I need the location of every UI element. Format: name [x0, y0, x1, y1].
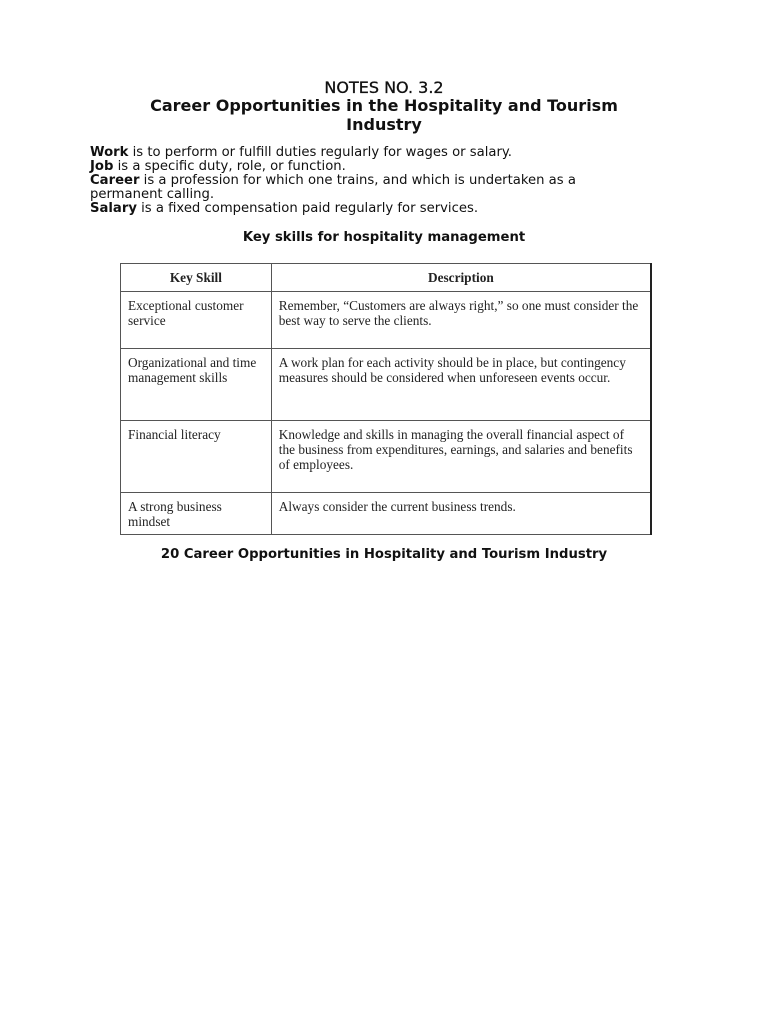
table-row	[121, 493, 652, 535]
definitions-block	[90, 146, 650, 216]
definition-text: is to perform or fulfill duties regularly for wages or salary.	[128, 145, 512, 160]
definition-job	[90, 160, 650, 174]
skill-cell: Organizational and time management skills	[121, 349, 272, 421]
skill-cell: A strong business mindset	[121, 493, 272, 535]
careers-heading: 20 Career Opportunities in Hospitality and Tourism Industry	[160, 547, 608, 562]
definition-text: is a fixed compensation paid regularly for services.	[136, 201, 479, 216]
definition-term: Career	[90, 173, 140, 188]
table-row	[121, 349, 652, 421]
definition-term: Job	[90, 159, 114, 174]
page-title: Career Opportunities in the Hospitality and Tourism Industry	[150, 96, 618, 134]
table-row	[121, 292, 652, 349]
skill-cell: Financial literacy	[121, 421, 272, 493]
description-cell: Always consider the current business trends.	[271, 493, 651, 535]
definition-term: Salary	[90, 201, 137, 216]
definition-text: is a specific duty, role, or function.	[113, 159, 346, 174]
skills-heading: Key skills for hospitality management	[242, 230, 526, 245]
key-skills-table	[120, 263, 652, 535]
column-header-key-skill: Key Skill	[121, 264, 272, 292]
column-header-description: Description	[271, 264, 651, 292]
definition-term: Work	[90, 145, 129, 160]
skill-cell: Exceptional customer service	[121, 292, 272, 349]
table-row	[121, 421, 652, 493]
definition-salary	[90, 202, 650, 216]
description-cell: A work plan for each activity should be in place, but contingency measures should be considered when unforeseen events occur.	[271, 349, 651, 421]
notes-number: NOTES NO. 3.2	[324, 78, 444, 97]
table-header-row	[121, 264, 652, 292]
description-cell: Remember, “Customers are always right,” so one must consider the best way to serve the clients.	[271, 292, 651, 349]
description-cell: Knowledge and skills in managing the overall financial aspect of the business from expenditures, earnings, and salaries and benefits of employees.	[271, 421, 651, 493]
definition-text: is a profession for which one trains, and which is undertaken as a permanent calling.	[90, 173, 576, 202]
definition-work	[90, 146, 650, 160]
definition-career	[90, 174, 650, 202]
